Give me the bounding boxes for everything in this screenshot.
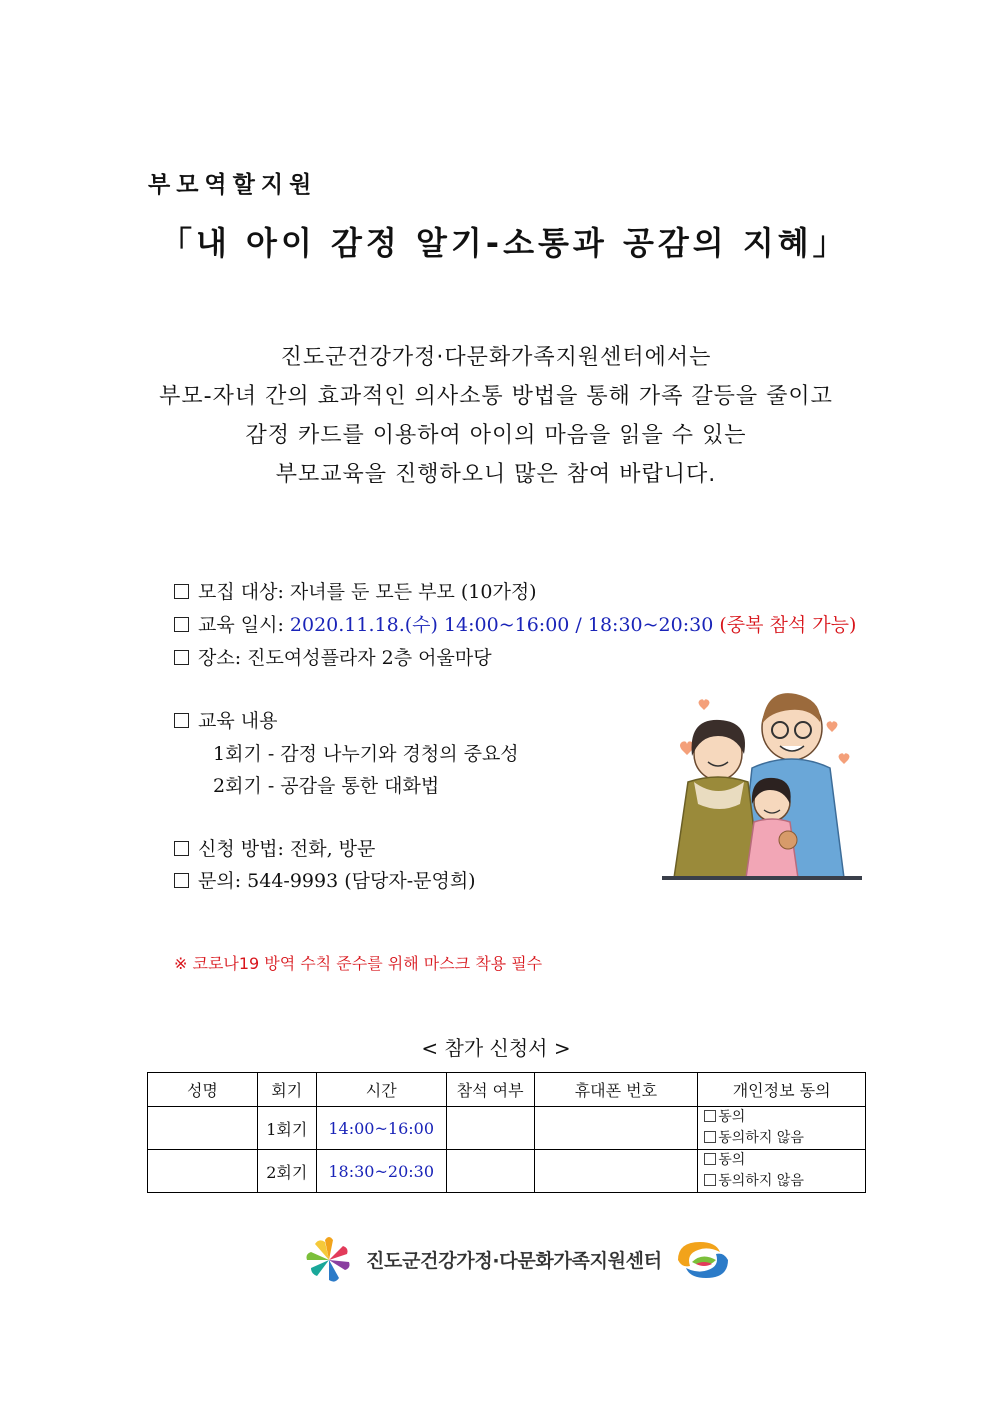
- intro-line-2: 부모-자녀 간의 효과적인 의사소통 방법을 통해 가족 갈등을 줄이고: [159, 384, 833, 409]
- table-row: [148, 1107, 866, 1150]
- session-cell: 1회기: [257, 1107, 316, 1150]
- page-title: 「내 아이 감정 알기-소통과 공감의 지혜」: [160, 224, 849, 262]
- info-contact: 문의: 544-9993 (담당자-문영희): [174, 866, 476, 893]
- checkbox-icon: [174, 841, 189, 856]
- name-cell[interactable]: [148, 1107, 258, 1150]
- phone-cell[interactable]: [534, 1150, 698, 1193]
- checkbox-icon: [174, 873, 189, 888]
- header-session: 회기: [257, 1073, 316, 1107]
- info-method: 신청 방법: 전화, 방문: [174, 834, 375, 861]
- attendance-cell[interactable]: [446, 1150, 534, 1193]
- session-2: 2회기 - 공감을 통한 대화법: [213, 775, 440, 797]
- session-1: 1회기 - 감정 나누기와 경청의 중요성: [213, 743, 519, 765]
- header-time: 시간: [316, 1073, 446, 1107]
- session-cell: 2회기: [257, 1150, 316, 1193]
- header-phone: 휴대폰 번호: [534, 1073, 698, 1107]
- header-attendance: 참석 여부: [446, 1073, 534, 1107]
- category-label: 부모역할지원: [148, 172, 318, 198]
- header-name: 성명: [148, 1073, 258, 1107]
- checkbox-icon[interactable]: [704, 1110, 716, 1122]
- consent-no-option[interactable]: 동의하지 않음: [704, 1171, 865, 1192]
- phone-cell[interactable]: [534, 1107, 698, 1150]
- info-date: [174, 610, 856, 637]
- consent-yes-option[interactable]: 동의: [704, 1150, 865, 1171]
- table-row: [148, 1150, 866, 1193]
- consent-cell: [698, 1150, 866, 1193]
- family-center-logo-icon: [672, 1238, 734, 1282]
- checkbox-icon: [174, 617, 189, 632]
- footer-logo: [300, 1232, 740, 1288]
- checkbox-icon[interactable]: [704, 1153, 716, 1165]
- info-target: 모집 대상: 자녀를 둔 모든 부모 (10가정): [174, 577, 537, 604]
- date-note: (중복 참석 가능): [719, 614, 857, 636]
- date-label: 교육 일시:: [198, 614, 284, 636]
- intro-line-1: 진도군건강가정·다문화가족지원센터에서는: [280, 345, 712, 370]
- checkbox-icon: [174, 713, 189, 728]
- checkbox-icon: [174, 650, 189, 665]
- table-header-row: [148, 1073, 866, 1107]
- form-title: < 참가 신청서 >: [421, 1036, 571, 1060]
- info-content: 교육 내용: [174, 706, 277, 733]
- consent-cell: [698, 1107, 866, 1150]
- notice-text: ※ 코로나19 방역 수칙 준수를 위해 마스크 착용 필수: [174, 954, 543, 973]
- intro-line-3: 감정 카드를 이용하여 아이의 마음을 읽을 수 있는: [245, 423, 747, 448]
- center-logo-icon: [300, 1236, 358, 1284]
- name-cell[interactable]: [148, 1150, 258, 1193]
- consent-yes-option[interactable]: 동의: [704, 1107, 865, 1128]
- checkbox-icon[interactable]: [704, 1131, 716, 1143]
- checkbox-icon: [174, 584, 189, 599]
- info-place: 장소: 진도여성플라자 2층 어울마당: [174, 643, 492, 670]
- family-illustration: [660, 690, 862, 882]
- intro-line-4: 부모교육을 진행하오니 많은 참여 바랍니다.: [275, 462, 717, 487]
- time-cell: 14:00~16:00: [316, 1107, 446, 1150]
- header-consent: 개인정보 동의: [698, 1073, 866, 1107]
- time-cell: 18:30~20:30: [316, 1150, 446, 1193]
- footer-org-name: 진도군건강가정·다문화가족지원센터: [366, 1250, 662, 1272]
- application-form-table: [147, 1072, 866, 1193]
- attendance-cell[interactable]: [446, 1107, 534, 1150]
- date-value: 2020.11.18.(수) 14:00~16:00 / 18:30~20:30: [289, 614, 714, 636]
- consent-no-option[interactable]: 동의하지 않음: [704, 1128, 865, 1149]
- checkbox-icon[interactable]: [704, 1174, 716, 1186]
